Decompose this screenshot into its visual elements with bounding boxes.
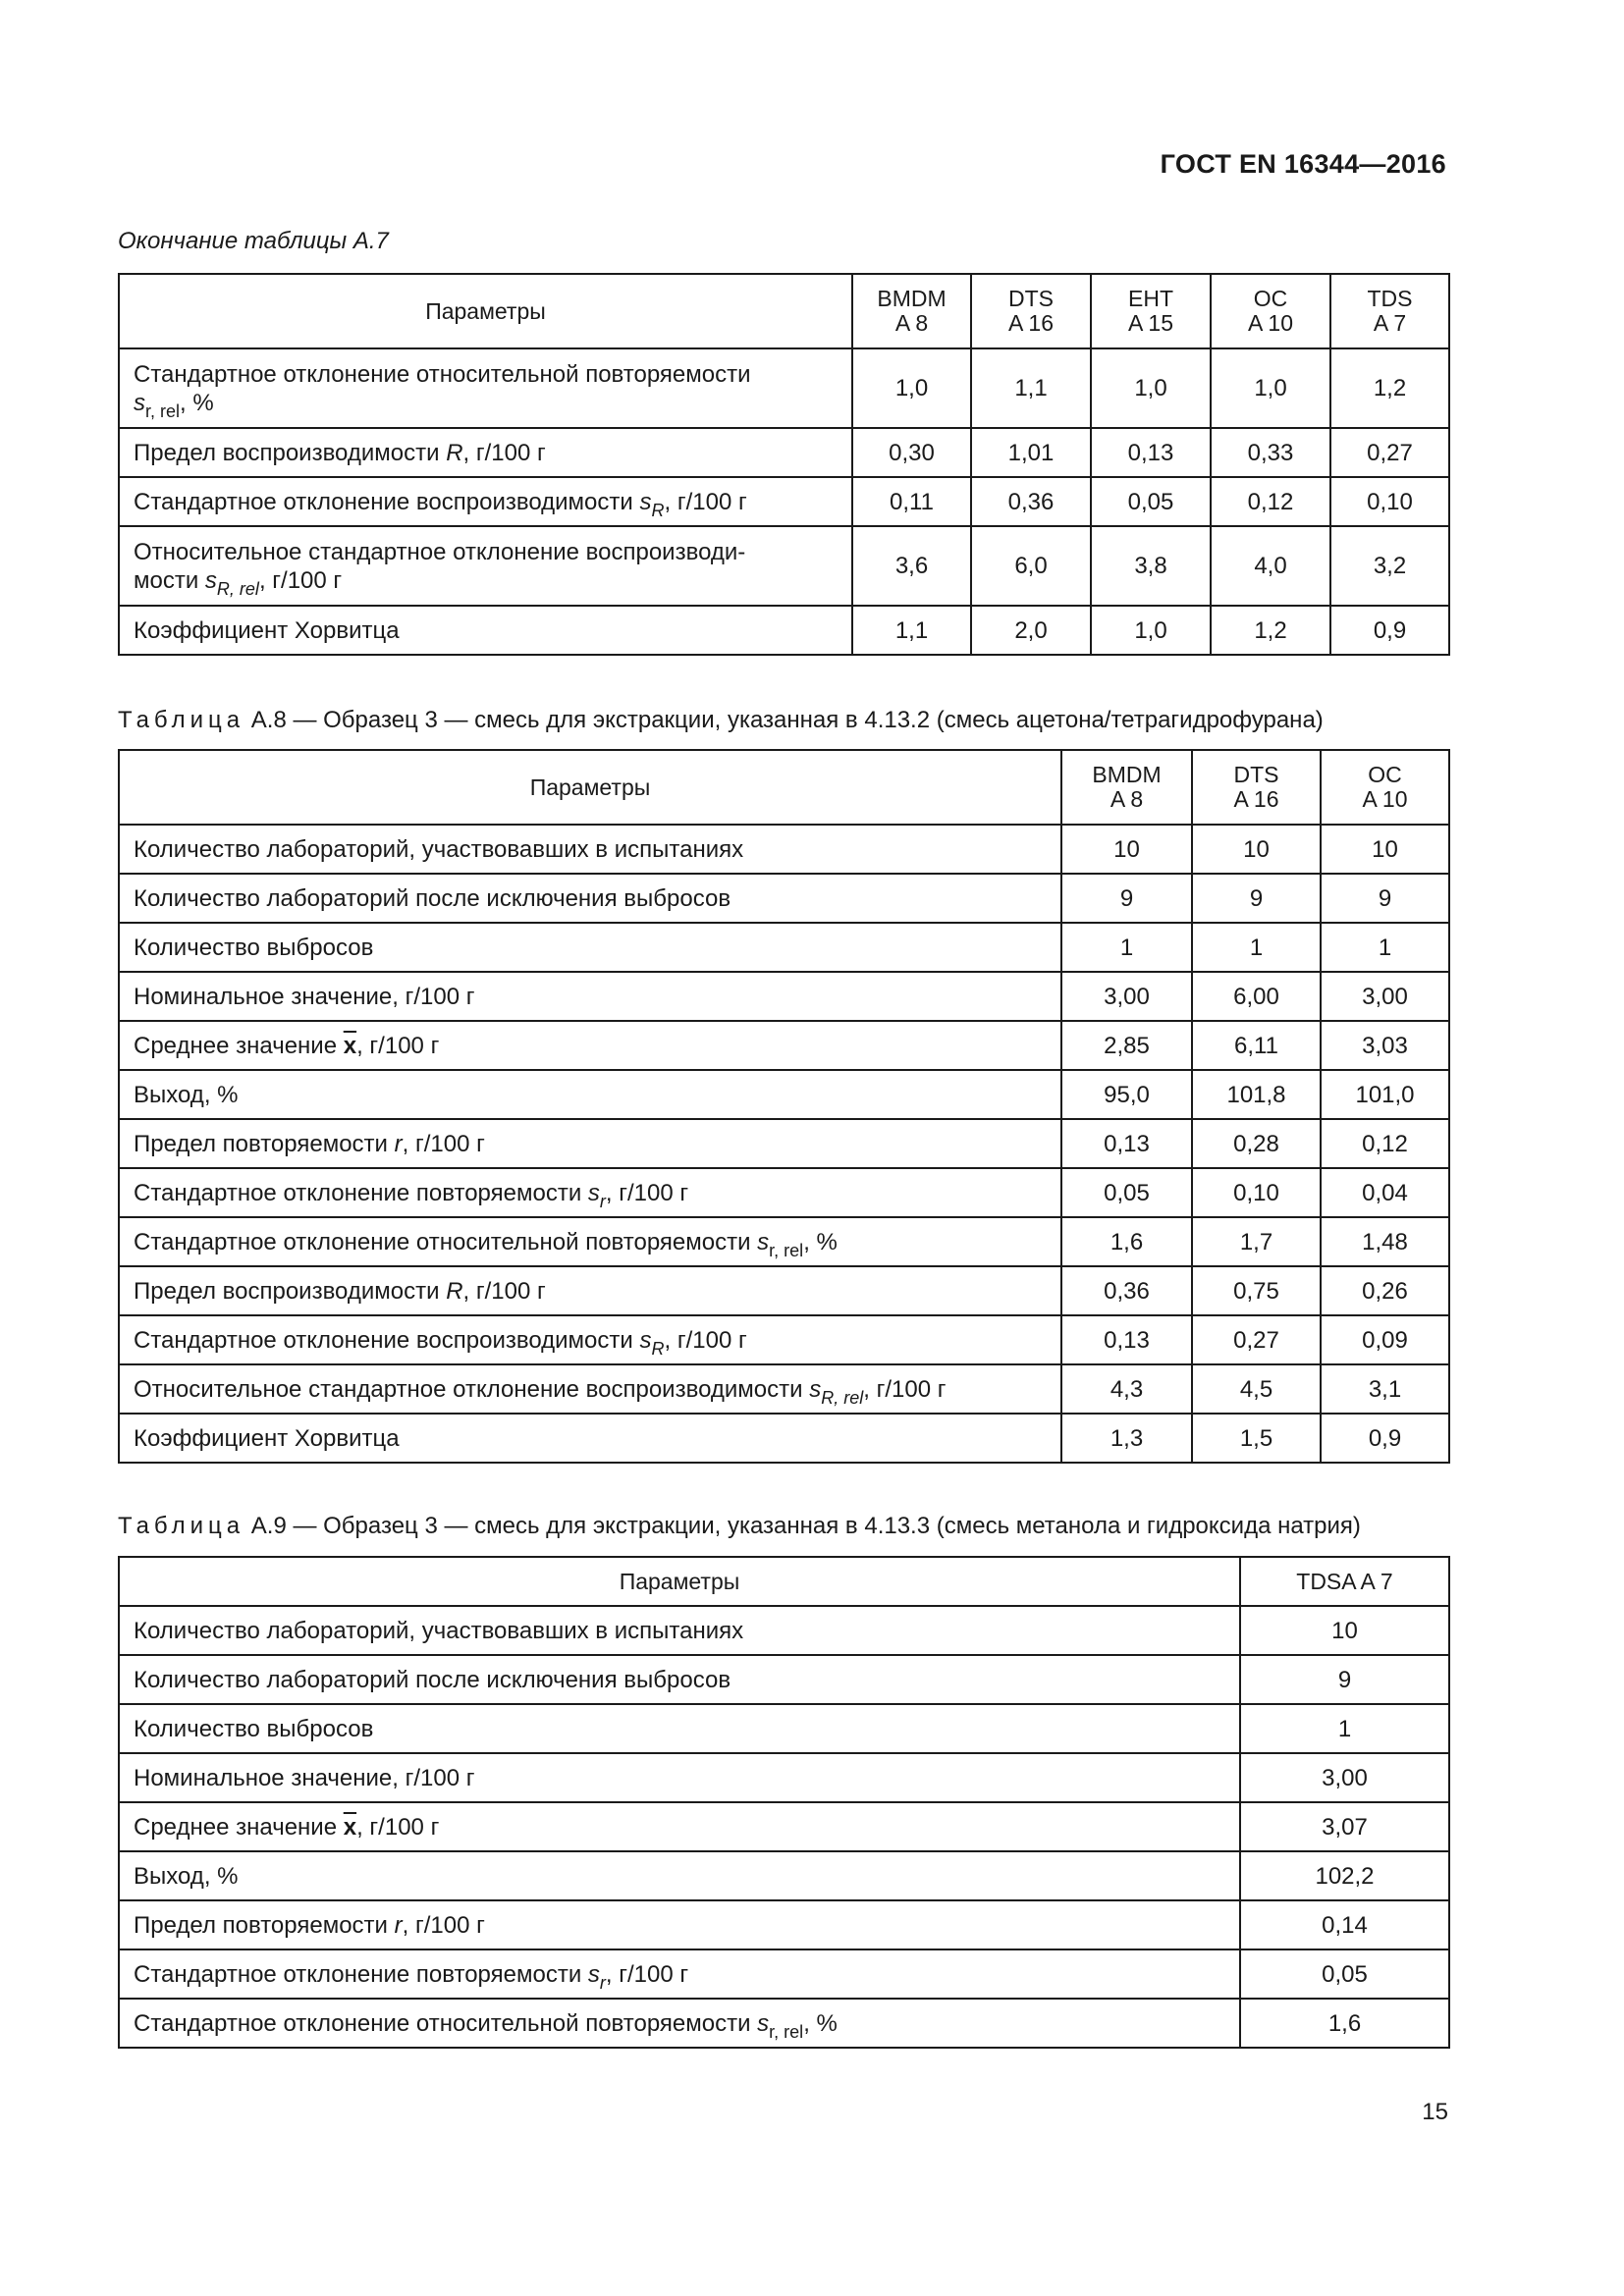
cell-value: 0,10 — [1192, 1168, 1321, 1217]
column-header-tdsa: TDSA A 7 — [1240, 1557, 1449, 1606]
column-header-eht: EHT A 15 — [1091, 274, 1211, 348]
cell-value: 10 — [1321, 825, 1449, 874]
column-header-dts: DTS A 16 — [971, 274, 1091, 348]
cell-value: 0,33 — [1211, 428, 1330, 477]
cell-value: 1 — [1192, 923, 1321, 972]
cell-value: 95,0 — [1061, 1070, 1192, 1119]
column-header-dts: DTS A 16 — [1192, 750, 1321, 825]
cell-value: 3,8 — [1091, 526, 1211, 606]
row-label: Среднее значение $\overline{x}$, г/100 г — [119, 1021, 1061, 1070]
table-row — [119, 923, 1449, 972]
cell-value: 9 — [1240, 1655, 1449, 1704]
cell-value: 0,04 — [1321, 1168, 1449, 1217]
table-a9-caption: Таблица А.9 — Образец 3 — смесь для экстракции, указанная в 4.13.3 (смесь метанола и гидроксида натрия) — [118, 1513, 1361, 1539]
cell-value: 0,9 — [1330, 606, 1449, 655]
row-label: Выход, % — [119, 1851, 1240, 1900]
table-a8 — [118, 749, 1450, 1464]
cell-value: 3,07 — [1240, 1802, 1449, 1851]
cell-value: 0,30 — [852, 428, 971, 477]
cell-value: 1 — [1240, 1704, 1449, 1753]
row-label: Коэффициент Хорвитца — [119, 606, 852, 655]
cell-value: 2,0 — [971, 606, 1091, 655]
row-label: Стандартное отклонение воспроизводимости $s_R$, г/100 г — [119, 477, 852, 526]
row-label: Количество лабораторий, участвовавших в испытаниях — [119, 1606, 1240, 1655]
cell-value: 1,6 — [1061, 1217, 1192, 1266]
row-label: Количество выбросов — [119, 923, 1061, 972]
row-label: Относительное стандартное отклонение воспроизводимости $s_{R, rel}$, г/100 г — [119, 1364, 1061, 1414]
table-row — [119, 348, 1449, 428]
table-row — [119, 1606, 1449, 1655]
table-row — [119, 1070, 1449, 1119]
table-a8-header-row — [119, 750, 1449, 825]
cell-value: 3,00 — [1240, 1753, 1449, 1802]
cell-value: 0,12 — [1321, 1119, 1449, 1168]
table-row — [119, 874, 1449, 923]
cell-value: 1,48 — [1321, 1217, 1449, 1266]
table-a9 — [118, 1556, 1450, 2049]
row-label: Стандартное отклонение повторяемости $s_r$, г/100 г — [119, 1168, 1061, 1217]
cell-value: 3,00 — [1061, 972, 1192, 1021]
row-label: Количество выбросов — [119, 1704, 1240, 1753]
cell-value: 1 — [1061, 923, 1192, 972]
table-row — [119, 1949, 1449, 1999]
cell-value: 0,13 — [1061, 1315, 1192, 1364]
table-row — [119, 972, 1449, 1021]
cell-value: 0,09 — [1321, 1315, 1449, 1364]
cell-value: 0,12 — [1211, 477, 1330, 526]
table-row — [119, 428, 1449, 477]
row-label: Номинальное значение, г/100 г — [119, 972, 1061, 1021]
cell-value: 1,7 — [1192, 1217, 1321, 1266]
row-label: Относительное стандартное отклонение воспроизводи- мости $s_{R, rel}$, г/100 г — [119, 526, 852, 606]
row-label: Выход, % — [119, 1070, 1061, 1119]
table-row — [119, 1851, 1449, 1900]
row-label: Стандартное отклонение повторяемости $s_r$, г/100 г — [119, 1949, 1240, 1999]
cell-value: 1,1 — [852, 606, 971, 655]
row-label: Количество лабораторий после исключения выбросов — [119, 1655, 1240, 1704]
cell-value: 4,0 — [1211, 526, 1330, 606]
cell-value: 6,11 — [1192, 1021, 1321, 1070]
cell-value: 0,05 — [1091, 477, 1211, 526]
cell-value: 0,14 — [1240, 1900, 1449, 1949]
table-row — [119, 1414, 1449, 1463]
cell-value: 0,27 — [1330, 428, 1449, 477]
cell-value: 1,0 — [1211, 348, 1330, 428]
cell-value: 3,00 — [1321, 972, 1449, 1021]
table-row — [119, 477, 1449, 526]
cell-value: 0,36 — [971, 477, 1091, 526]
column-header-oc: OC A 10 — [1321, 750, 1449, 825]
table-row — [119, 1315, 1449, 1364]
cell-value: 1,01 — [971, 428, 1091, 477]
table-row — [119, 1266, 1449, 1315]
table-a9-header-row — [119, 1557, 1449, 1606]
cell-value: 1,1 — [971, 348, 1091, 428]
cell-value: 0,75 — [1192, 1266, 1321, 1315]
cell-value: 0,05 — [1240, 1949, 1449, 1999]
cell-value: 6,00 — [1192, 972, 1321, 1021]
cell-value: 9 — [1321, 874, 1449, 923]
cell-value: 0,05 — [1061, 1168, 1192, 1217]
table-row — [119, 1168, 1449, 1217]
table-row — [119, 1119, 1449, 1168]
cell-value: 101,0 — [1321, 1070, 1449, 1119]
row-label: Стандартное отклонение относительной повторяемости $s_{r, rel}$, % — [119, 1999, 1240, 2048]
row-label: Предел воспроизводимости R, г/100 г — [119, 1266, 1061, 1315]
cell-value: 4,3 — [1061, 1364, 1192, 1414]
row-label: Количество лабораторий после исключения выбросов — [119, 874, 1061, 923]
row-label: Стандартное отклонение воспроизводимости $s_R$, г/100 г — [119, 1315, 1061, 1364]
cell-value: 1,0 — [1091, 348, 1211, 428]
row-label: Стандартное отклонение относительной повторяемости $s_{r, rel}$, % — [119, 1217, 1061, 1266]
cell-value: 10 — [1192, 825, 1321, 874]
row-label: Коэффициент Хорвитца — [119, 1414, 1061, 1463]
cell-value: 0,28 — [1192, 1119, 1321, 1168]
param-header: Параметры — [119, 274, 852, 348]
cell-value: 1,0 — [1091, 606, 1211, 655]
cell-value: 3,03 — [1321, 1021, 1449, 1070]
param-header: Параметры — [119, 750, 1061, 825]
row-label: Стандартное отклонение относительной повторяемости $s_{r, rel}$, % — [119, 348, 852, 428]
cell-value: 0,13 — [1061, 1119, 1192, 1168]
table-row — [119, 1999, 1449, 2048]
row-label: Предел воспроизводимости R, г/100 г — [119, 428, 852, 477]
cell-value: 0,26 — [1321, 1266, 1449, 1315]
cell-value: 10 — [1061, 825, 1192, 874]
cell-value: 1,6 — [1240, 1999, 1449, 2048]
cell-value: 0,9 — [1321, 1414, 1449, 1463]
param-header: Параметры — [119, 1557, 1240, 1606]
table-row — [119, 1021, 1449, 1070]
row-label: Среднее значение $\overline{x}$, г/100 г — [119, 1802, 1240, 1851]
row-label: Предел повторяемости r, г/100 г — [119, 1119, 1061, 1168]
table-row — [119, 825, 1449, 874]
cell-value: 0,13 — [1091, 428, 1211, 477]
cell-value: 101,8 — [1192, 1070, 1321, 1119]
cell-value: 1,3 — [1061, 1414, 1192, 1463]
table-a7-header-row — [119, 274, 1449, 348]
document-code: ГОСТ EN 16344—2016 — [1160, 149, 1446, 179]
cell-value: 2,85 — [1061, 1021, 1192, 1070]
table-row — [119, 1753, 1449, 1802]
row-label: Номинальное значение, г/100 г — [119, 1753, 1240, 1802]
column-header-bmdm: BMDM A 8 — [852, 274, 971, 348]
cell-value: 1,0 — [852, 348, 971, 428]
cell-value: 3,1 — [1321, 1364, 1449, 1414]
table-row — [119, 606, 1449, 655]
cell-value: 3,2 — [1330, 526, 1449, 606]
table-a7-caption: Окончание таблицы А.7 — [118, 228, 389, 254]
cell-value: 4,5 — [1192, 1364, 1321, 1414]
cell-value: 0,27 — [1192, 1315, 1321, 1364]
cell-value: 6,0 — [971, 526, 1091, 606]
table-a8-caption: Таблица А.8 — Образец 3 — смесь для экстракции, указанная в 4.13.2 (смесь ацетона/тетрагидрофурана) — [118, 707, 1324, 733]
table-row — [119, 1655, 1449, 1704]
row-label: Количество лабораторий, участвовавших в испытаниях — [119, 825, 1061, 874]
cell-value: 1,2 — [1330, 348, 1449, 428]
cell-value: 1,2 — [1211, 606, 1330, 655]
cell-value: 1 — [1321, 923, 1449, 972]
table-row — [119, 526, 1449, 606]
cell-value: 0,36 — [1061, 1266, 1192, 1315]
cell-value: 0,10 — [1330, 477, 1449, 526]
column-header-oc: OC A 10 — [1211, 274, 1330, 348]
table-row — [119, 1364, 1449, 1414]
table-row — [119, 1900, 1449, 1949]
cell-value: 3,6 — [852, 526, 971, 606]
cell-value: 102,2 — [1240, 1851, 1449, 1900]
table-row — [119, 1704, 1449, 1753]
table-row — [119, 1802, 1449, 1851]
cell-value: 9 — [1192, 874, 1321, 923]
cell-value: 9 — [1061, 874, 1192, 923]
page-number: 15 — [1422, 2099, 1448, 2125]
cell-value: 0,11 — [852, 477, 971, 526]
row-label: Предел повторяемости r, г/100 г — [119, 1900, 1240, 1949]
table-a7 — [118, 273, 1450, 656]
table-row — [119, 1217, 1449, 1266]
cell-value: 10 — [1240, 1606, 1449, 1655]
column-header-bmdm: BMDM A 8 — [1061, 750, 1192, 825]
column-header-tds: TDS A 7 — [1330, 274, 1449, 348]
cell-value: 1,5 — [1192, 1414, 1321, 1463]
